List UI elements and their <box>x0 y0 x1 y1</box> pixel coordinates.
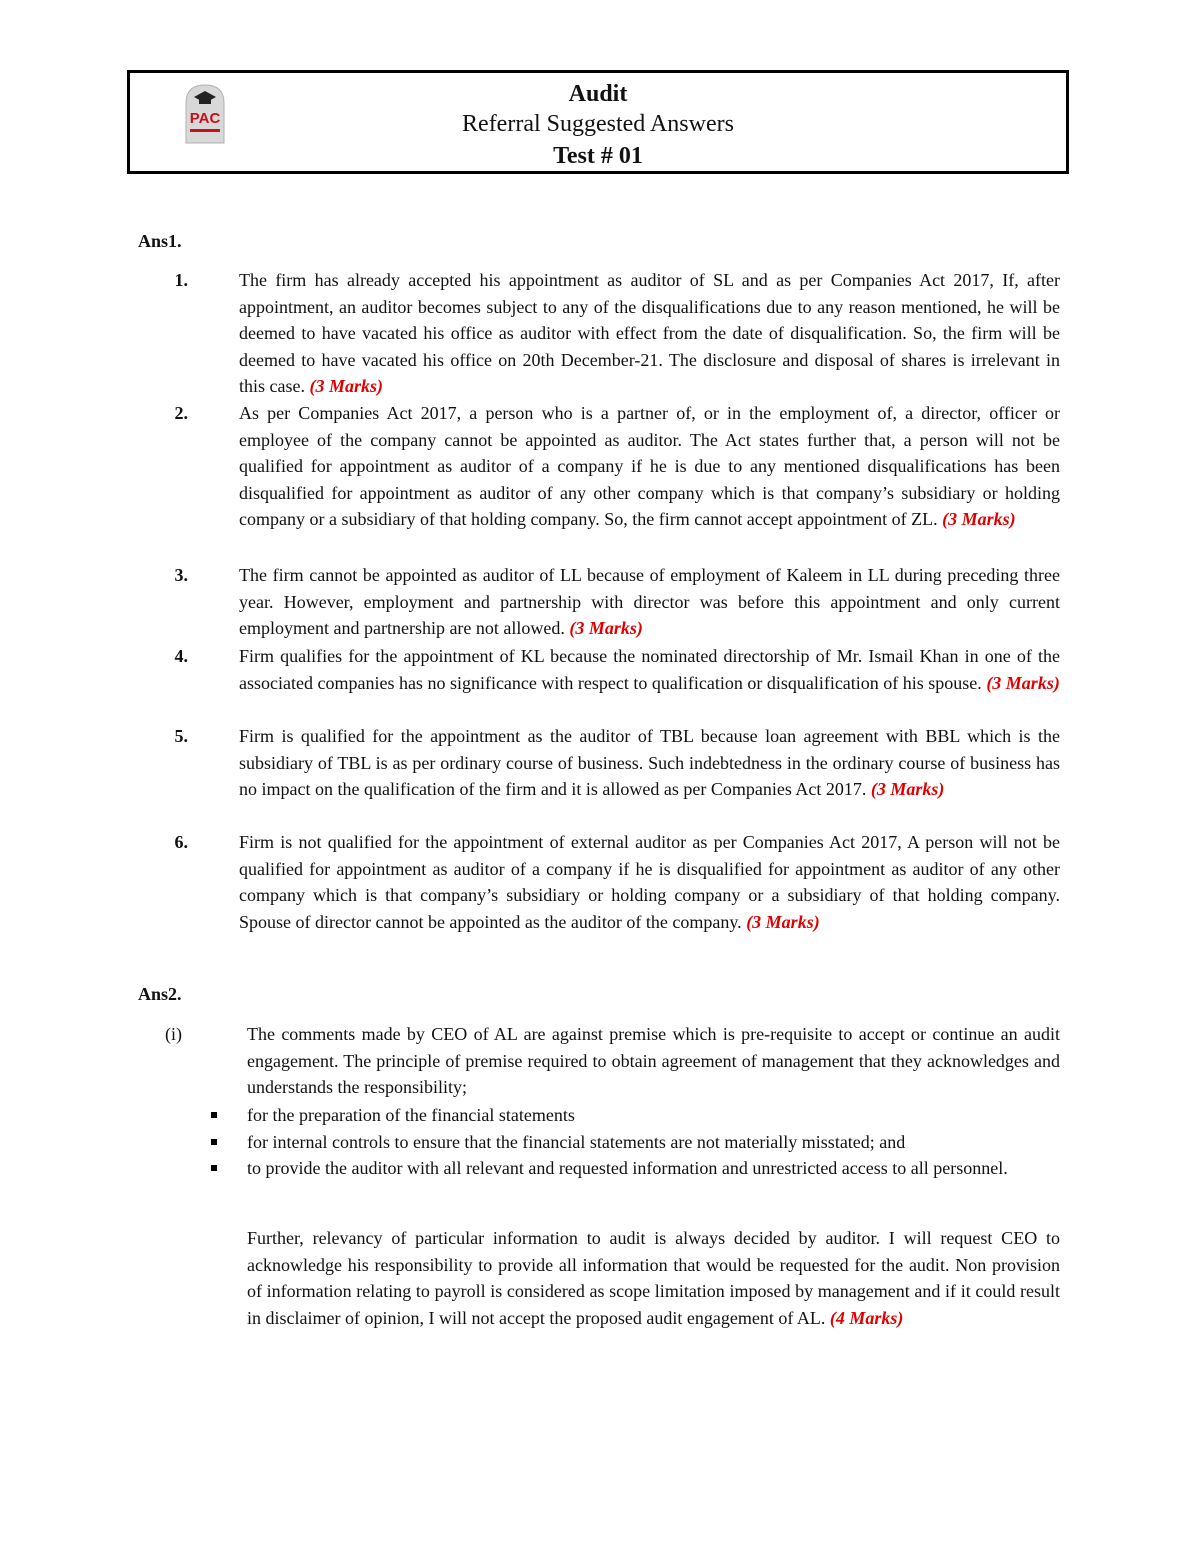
item-text: The firm cannot be appointed as auditor of LL because of employment of Kaleem in LL during preceding three year. However, employment and partnership with director was before this appointment and only current employment and partnership are not allowed. <box>239 565 1060 639</box>
square-bullet-icon <box>211 1112 217 1118</box>
bullet-text: for internal controls to ensure that the financial statements are not materially misstated; and <box>247 1132 906 1152</box>
square-bullet-icon <box>211 1165 217 1171</box>
item-number: 1. <box>174 270 188 290</box>
marks-label: (3 Marks) <box>870 779 945 800</box>
doc-title: Audit <box>568 81 628 107</box>
item-text: Firm qualifies for the appointment of KL because the nominated directorship of Mr. Ismail Khan in one of the associated companies has no significance with respect to qualification or disqualification of his spouse. <box>239 646 1060 693</box>
marks-label: (3 Marks) <box>942 509 1016 530</box>
doc-subtitle: Referral Suggested Answers <box>462 111 734 137</box>
part-number: (i) <box>165 1024 182 1044</box>
item-text: Firm is not qualified for the appointment of external auditor as per Companies Act 2017, A person will not be qualified for appointment as auditor of a company if he is disqualified for appointment as auditor of any other company which is that company’s subsidiary or holding company or a subsidiary of that holding company. Spouse of director cannot be appointed as the auditor of the company. <box>239 832 1060 932</box>
square-bullet-icon <box>211 1139 217 1145</box>
item-number: 2. <box>174 403 188 423</box>
bullet-text: to provide the auditor with all relevant and requested information and unrestricted access to all personnel. <box>247 1158 1008 1178</box>
ans2-conclusion-paragraph <box>247 1225 1060 1331</box>
header-box <box>127 70 1069 174</box>
ans2-heading: Ans2. <box>138 984 182 1004</box>
doc-test-number: Test # 01 <box>553 143 643 169</box>
item-number: 3. <box>174 565 188 585</box>
item-number: 6. <box>174 832 188 852</box>
item-text: The firm has already accepted his appointment as auditor of SL and as per Companies Act 2017, If, after appointment, an auditor becomes subject to any of the disqualifications due to any reason mentioned, he will be deemed to have vacated his office as auditor with effect from the date of disqualification. So, the firm will be deemed to have vacated his office on 20th December-21. The disclosure and disposal of shares is irrelevant in this case. <box>239 270 1060 397</box>
item-text: As per Companies Act 2017, a person who is a partner of, or in the employment of, a director, officer or employee of the company cannot be appointed as auditor. The Act states further that, a person will not be qualified for appointment as auditor of a company if he is due to any mentioned disqualifications has been disqualified for appointment as auditor of any other company which is that company’s subsidiary or holding company or a subsidiary of that holding company. So, the firm cannot accept appointment of ZL. <box>239 403 1060 530</box>
marks-label: (3 Marks) <box>569 618 643 639</box>
ans1-heading: Ans1. <box>138 231 182 251</box>
marks-label: (4 Marks) <box>829 1307 904 1328</box>
item-text: Firm is qualified for the appointment as the auditor of TBL because loan agreement with BBL which is the subsidiary of TBL is as per ordinary course of business. Such indebtedness in the ordinary course of business has no impact on the qualification of the firm and it is allowed as per Companies Act 2017. <box>239 726 1060 800</box>
marks-label: (3 Marks) <box>986 672 1060 693</box>
part-intro: The comments made by CEO of AL are against premise which is pre-requisite to accept or continue an audit engagement. The principle of premise required to obtain agreement of management that they acknowledges and understands the responsibility; <box>247 1024 1060 1098</box>
marks-label: (3 Marks) <box>746 911 820 932</box>
item-number: 5. <box>174 726 188 746</box>
item-number: 4. <box>174 646 188 666</box>
logo-text: PAC <box>189 110 221 127</box>
marks-label: (3 Marks) <box>309 376 383 397</box>
paragraph-text: Further, relevancy of particular information to audit is always decided by auditor. I will request CEO to acknowledge his responsibility to provide all information that would be requested for the audit. Non provision of information relating to payroll is considered as scope limitation imposed by management and if it could result in disclaimer of opinion, I will not accept the proposed audit engagement of AL. <box>247 1228 1060 1328</box>
bullet-text: for the preparation of the financial statements <box>247 1105 575 1125</box>
